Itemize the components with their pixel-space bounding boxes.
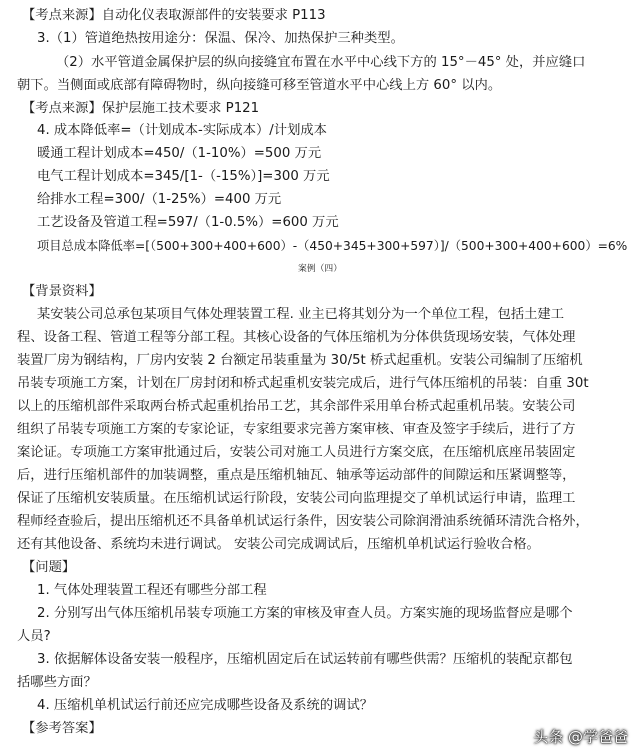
question-3: 3. 依据解体设备安装一般程序，压缩机固定后在试运转前有哪些供需？压缩机的装配京都包	[37, 652, 573, 667]
paragraph-line: 装置厂房为钢结构，厂房内安装 2 台额定吊装重量为 30/5t 桥式起重机。安装公司编制了压缩机	[17, 353, 583, 368]
text-line-answer-3-2: （2）水平管道金属保护层的纵向接缝宜布置在水平中心线下方的 15°－45° 处，并应缝口	[56, 55, 586, 70]
heading-questions: 【问题】	[22, 560, 76, 575]
text-line-formula: 4. 成本降低率=（计划成本-实际成本）/计划成本	[37, 123, 327, 138]
paragraph-line: 程师经查验后，提出压缩机还不具备单机试运行条件，因安装公司除润滑油系统循环清洗合格外，	[17, 514, 589, 529]
question-4: 4. 压缩机单机试运行前还应完成哪些设备及系统的调试？	[37, 698, 374, 713]
heading-reference-answer: 【参考答案】	[22, 721, 102, 736]
paragraph-line: 组织了吊装专项施工方案的专家论证，专家组要求完善方案审核、审查及签字手续后，进行了方	[17, 422, 576, 437]
text-line-hvac-cost: 暖通工程计划成本=450/（1-10%）=500 万元	[37, 146, 322, 161]
text-line-source-p113: 【考点来源】自动化仪表取源部件的安装要求 P113	[22, 8, 326, 23]
section-title-case-4: 案例（四）	[298, 264, 342, 274]
paragraph-line: 保证了压缩机安装质量。在压缩机试运行阶段，安装公司向监理提交了单机试运行申请，监理工	[17, 491, 576, 506]
text-line-source-p121: 【考点来源】保护层施工技术要求 P121	[22, 101, 260, 116]
paragraph-line: 案论证。专项施工方案审批通过后，安装公司对施工人员进行方案交底，在压缩机底座吊装固定	[17, 445, 576, 460]
question-2: 2. 分别写出气体压缩机吊装专项施工方案的审核及审查人员。方案实施的现场监督应是哪个	[37, 606, 573, 621]
paragraph-line: 程、设备工程、管道工程等分部工程。其核心设备的气体压缩机为分体供货现场安装，气体处理	[17, 330, 576, 345]
text-line-process-cost: 工艺设备及管道工程=597/（1-0.5%）=600 万元	[37, 215, 339, 230]
heading-background: 【背景资料】	[22, 284, 102, 299]
paragraph-line: 以上的压缩机部件采取两台桥式起重机抬吊工艺，其余部件采用单台桥式起重机吊装。安装公司	[17, 399, 576, 414]
paragraph-line: 某安装公司总承包某项目气体处理装置工程. 业主已将其划分为一个单位工程，包括土建工	[37, 307, 565, 322]
text-line-answer-3-2-cont: 朝下。当侧面或底部有障碍物时，纵向接缝可移至管道水平中心线上方 60° 以内。	[17, 78, 502, 93]
question-1: 1. 气体处理装置工程还有哪些分部工程	[37, 583, 267, 598]
text-line-plumbing-cost: 给排水工程=300/（1-25%）=400 万元	[37, 192, 282, 207]
watermark: 头条 @学爸爸	[533, 728, 628, 746]
question-3-cont: 括哪些方面？	[17, 675, 97, 690]
text-line-answer-3-1: 3.（1）管道绝热按用途分：保温、保冷、加热保护三种类型。	[37, 31, 404, 46]
paragraph-line: 后，进行压缩机部件的加装调整，重点是压缩机轴瓦、轴承等运动部件的间隙运和压紧调整等，	[17, 468, 576, 483]
paragraph-line: 还有其他设备、系统均未进行调试。 安装公司完成调试后，压缩机单机试运行验收合格。	[17, 537, 540, 552]
question-2-cont: 人员?	[17, 629, 51, 644]
text-line-total-reduction: 项目总成本降低率=[（500+300+400+600）-（450+345+300+597）]/（500+300+400+600）=6%	[37, 239, 628, 253]
text-line-electrical-cost: 电气工程计划成本=345/[1-（-15%）]=300 万元	[37, 169, 330, 184]
paragraph-line: 吊装专项施工方案，计划在厂房封闭和桥式起重机安装完成后，进行气体压缩机的吊装：自重 30t	[17, 376, 589, 391]
